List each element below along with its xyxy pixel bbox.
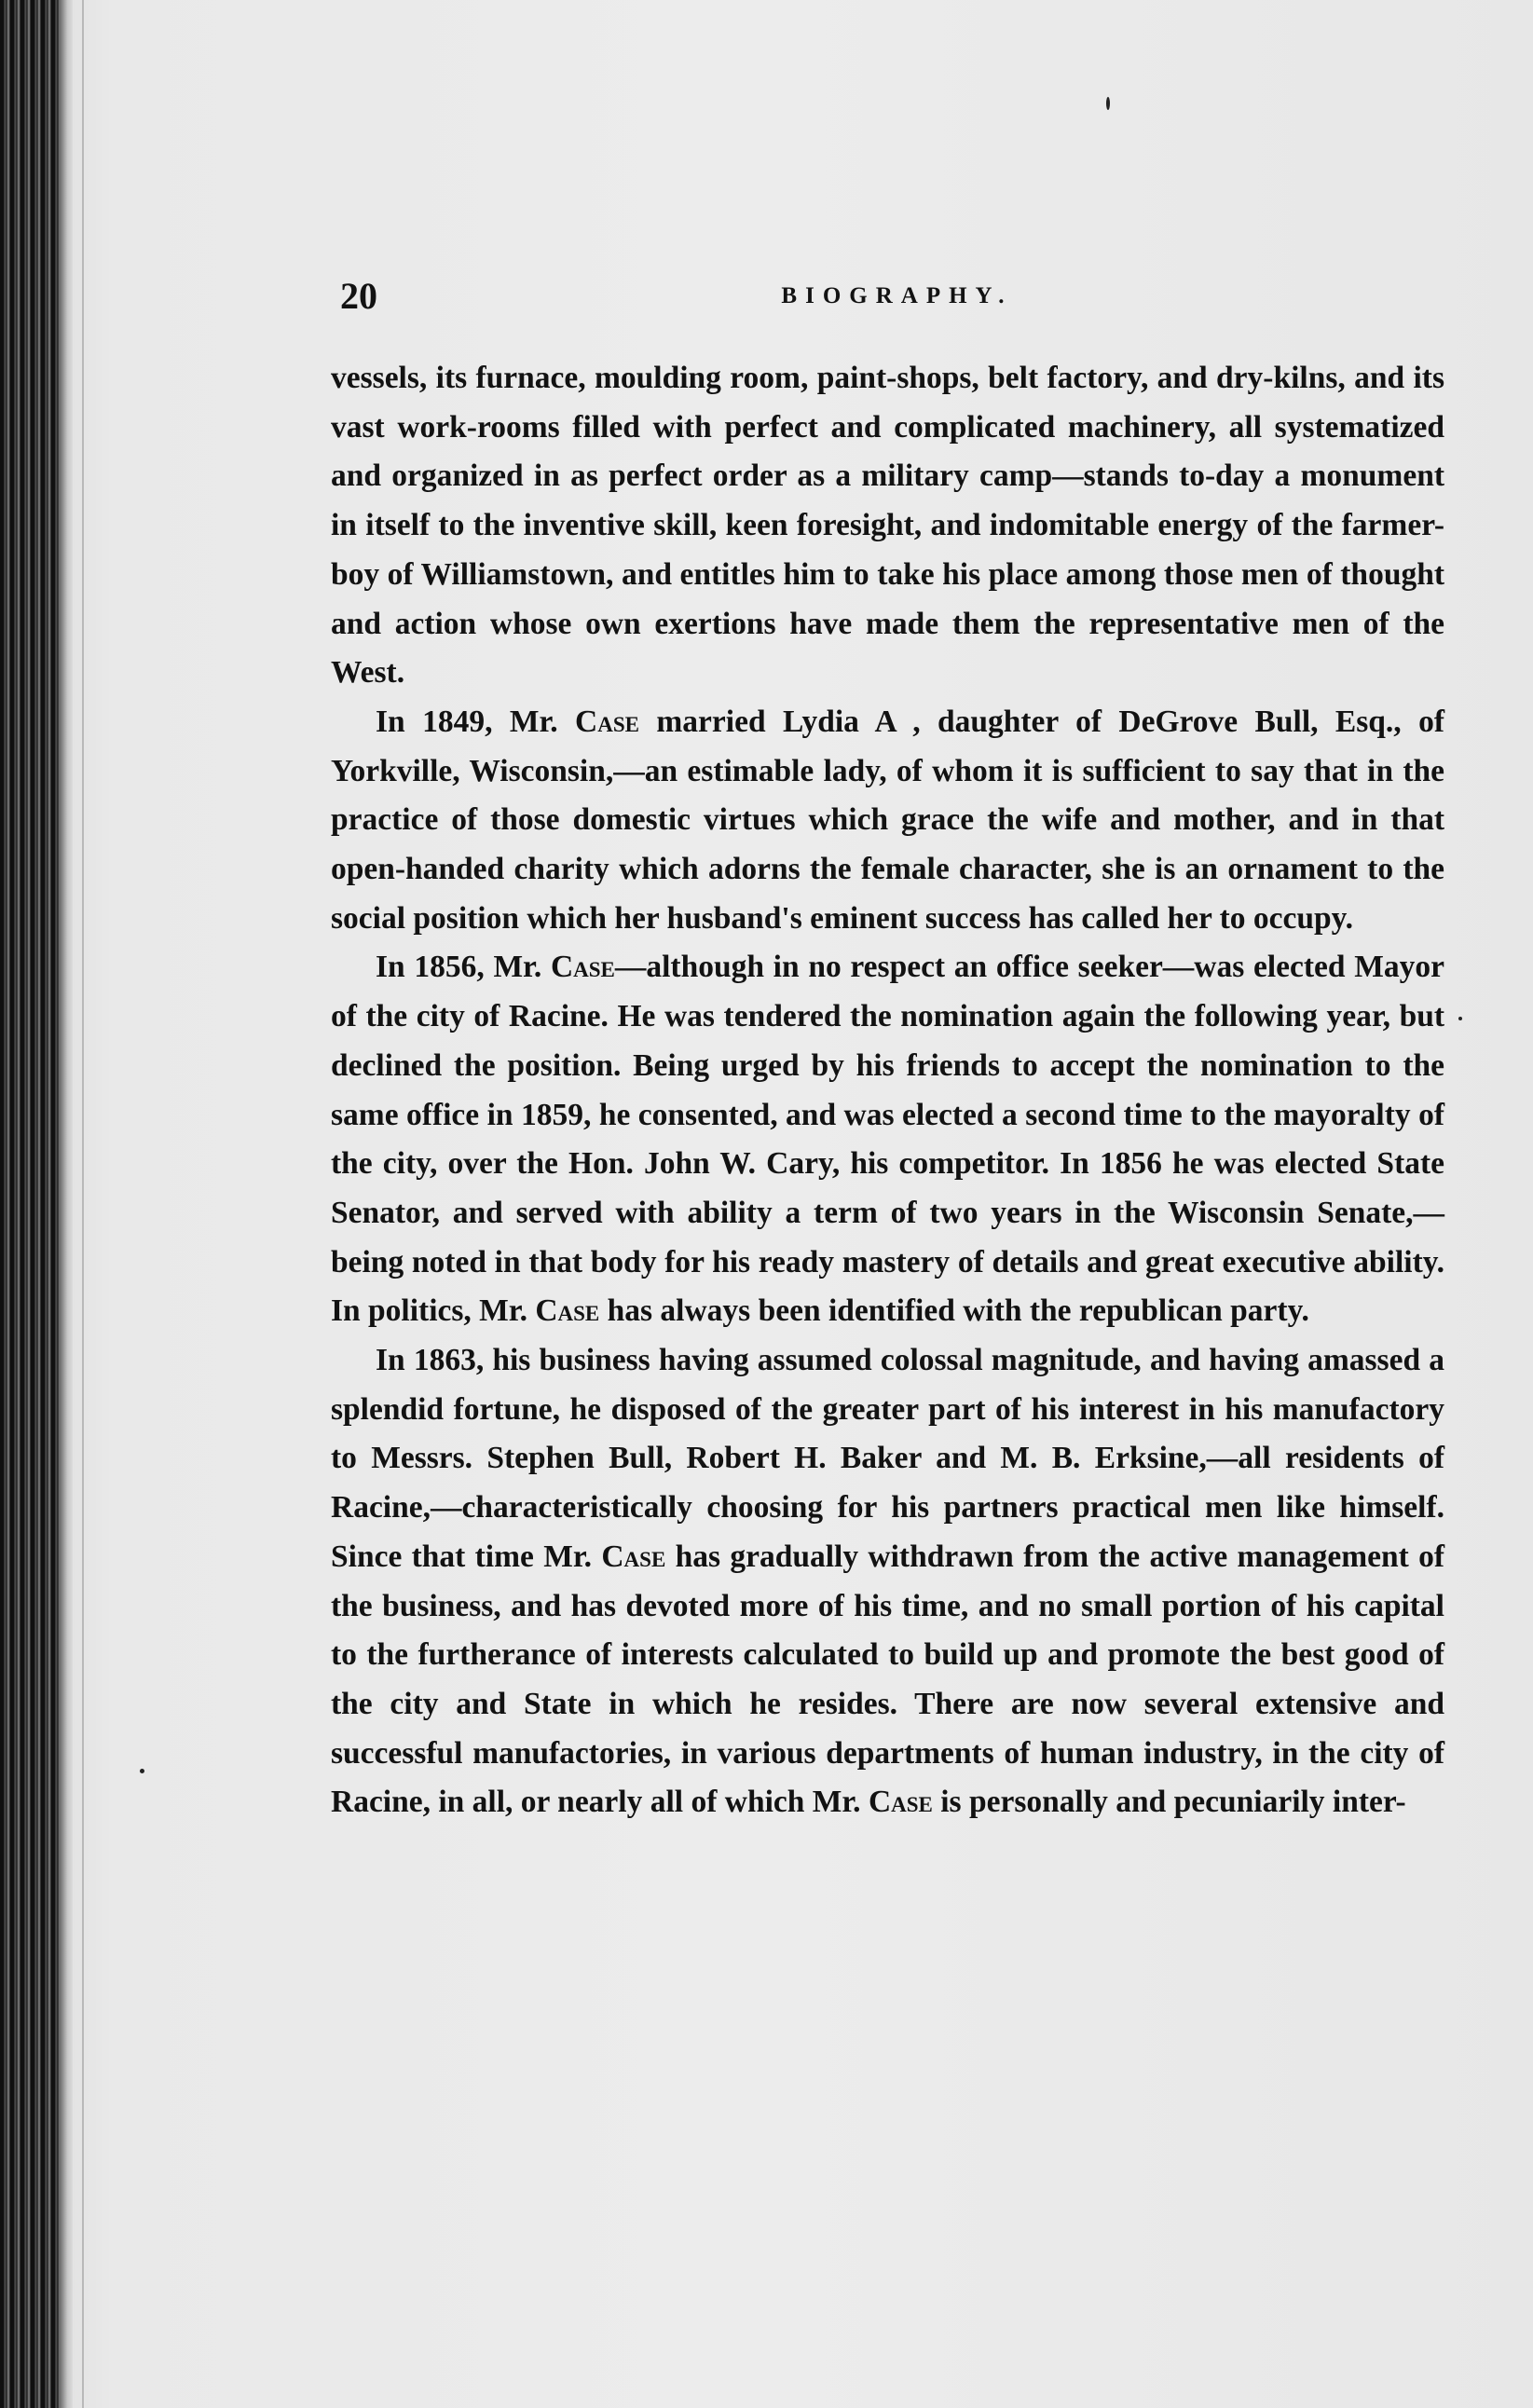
text-run: has always been identified with the republican party. xyxy=(599,1293,1309,1329)
running-head xyxy=(340,272,1454,321)
ink-speck xyxy=(140,1769,144,1773)
text-run: In 1849, Mr. xyxy=(376,704,576,739)
page-number: 20 xyxy=(340,275,377,317)
paragraph xyxy=(331,698,1444,944)
surname-small-caps: Case xyxy=(550,950,615,985)
surname-small-caps: Case xyxy=(535,1293,600,1329)
paragraph xyxy=(331,943,1444,1336)
surname-small-caps: Case xyxy=(601,1539,666,1574)
surname-small-caps: Case xyxy=(868,1785,933,1820)
book-binding xyxy=(0,0,60,2408)
text-run: —although in no respect an office seeker—was elected Mayor of the city of Racine. He was tendered the nomination again the following year, but declined the position. Being urged by his friends to accept the nomination to the same office in 1859, he consented, and was elected a second time to the mayoralty of the city, over the Hon. John W. Cary, his competitor. In 1856 he was elected State Senator, and served with ability a term of two years in the Wisconsin Senate,—being noted in that body for his ready mastery of details and great executive ability. In politics, Mr. xyxy=(331,950,1444,1329)
text-run: is personally and pecuniarily inter- xyxy=(932,1785,1406,1820)
ink-speck xyxy=(1458,1017,1462,1020)
running-title: BIOGRAPHY. xyxy=(781,283,1013,308)
text-run: In 1863, his business having assumed colossal magnitude, and having amassed a splendid fortune, he disposed of the greater part of his interest in his manufactory to Messrs. Stephen Bull, Robert H. Baker and M. B. Erksine,—all residents of Racine,—characteristically choosing for his partners practical men like himself. Since that time Mr. xyxy=(331,1343,1444,1574)
paragraph xyxy=(331,1336,1444,1827)
ink-speck xyxy=(1106,97,1110,110)
body-text xyxy=(331,354,1444,1827)
binding-edge xyxy=(60,0,73,2408)
text-run: has gradually withdrawn from the active management of the business, and has devoted more of his time, and no small portion of his capital to the furtherance of interests calculated to build up and promote the best good of the city and State in which he resides. There are now several extensive and successful manufactories, in various departments of human industry, in the city of Racine, in all, or nearly all of which Mr. xyxy=(331,1539,1444,1820)
text-run: married Lydia A , daughter of DeGrove Bull, Esq., of Yorkville, Wisconsin,—an estimable lady, of whom it is sufficient to say that in the practice of those domestic virtues which grace the wife and mother, and in that open-handed charity which adorns the female character, she is an ornament to the social position which her husband's eminent success has called her to occupy. xyxy=(331,704,1444,936)
surname-small-caps: Case xyxy=(575,704,639,739)
paragraph: vessels, its furnace, moulding room, paint-shops, belt factory, and dry-kilns, and its vast work-rooms filled with perfect and complicated machinery, all systematized and organized in as perfect order as a military camp—stands to-day a monument in itself to the inventive skill, keen foresight, and indomitable energy of the farmer-boy of Williamstown, and entitles him to take his place among those men of thought and action whose own exertions have made them the representative men of the West. xyxy=(331,361,1444,691)
gutter-line xyxy=(82,0,84,2408)
text-run: In 1856, Mr. xyxy=(376,950,551,985)
